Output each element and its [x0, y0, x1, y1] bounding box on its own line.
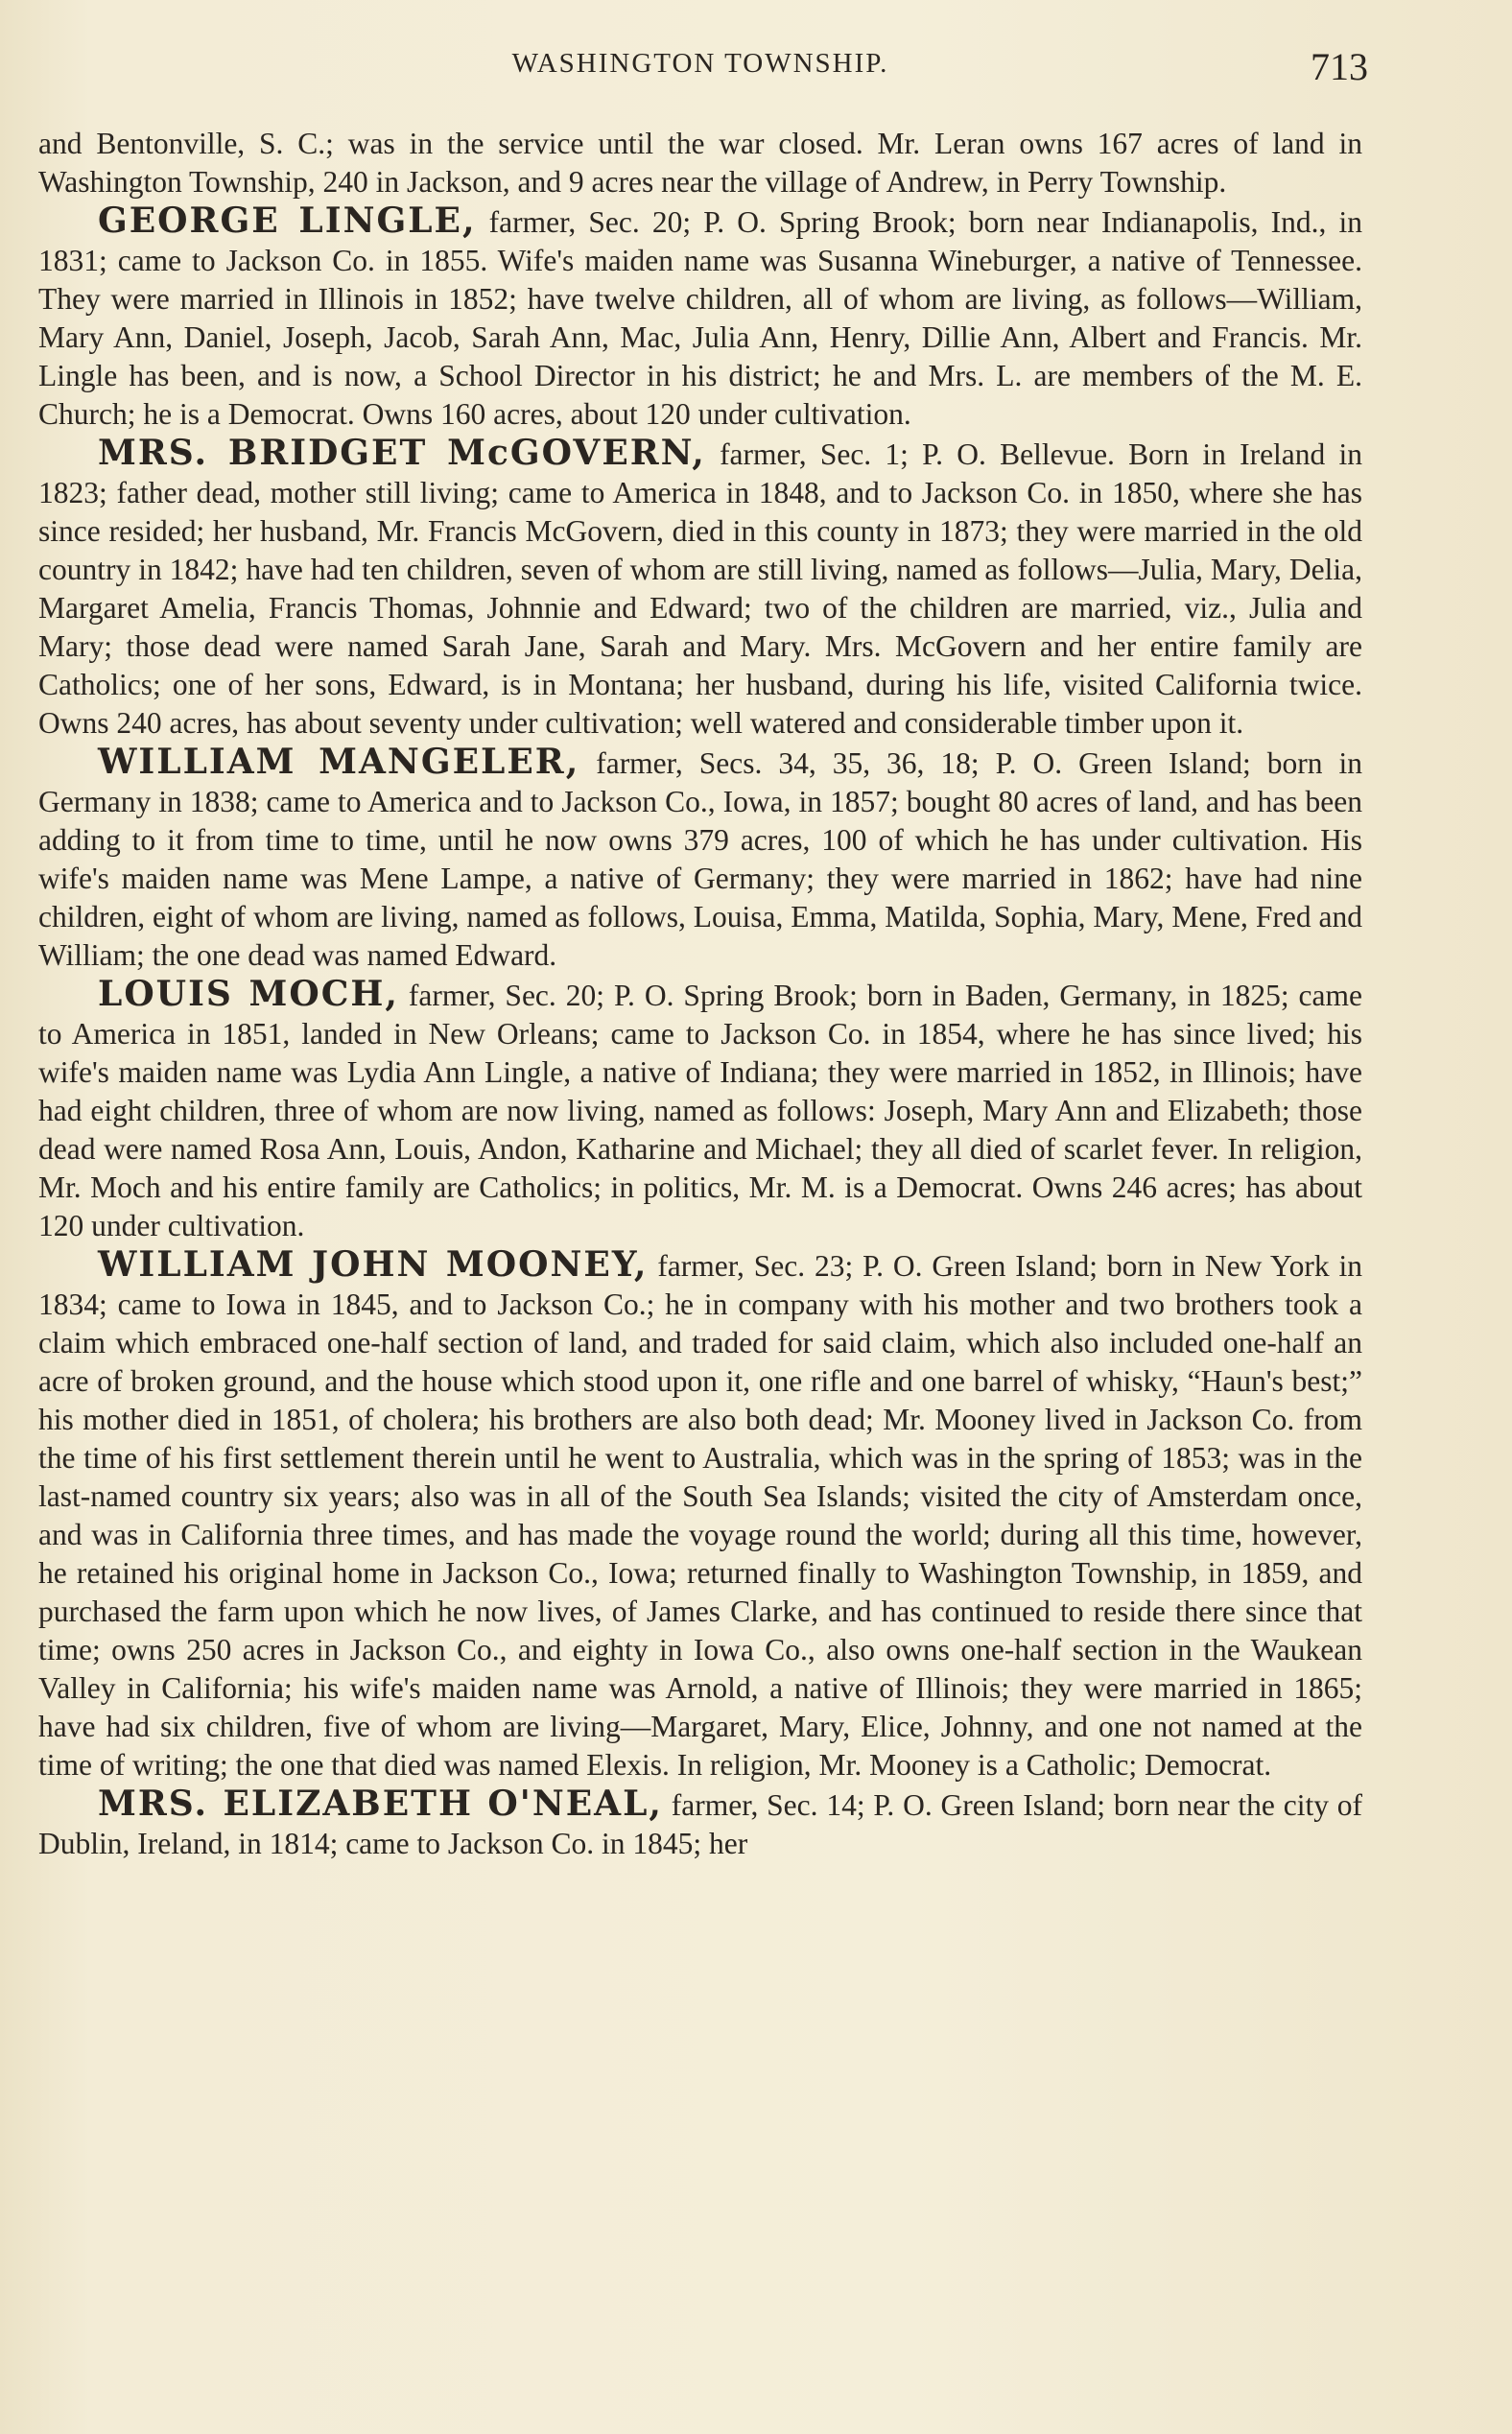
- biography-entry-lingle: [38, 201, 1362, 434]
- body-text: [38, 125, 1362, 1863]
- page-header: [38, 45, 1368, 90]
- biography-entry-mcgovern: [38, 434, 1362, 743]
- biography-entry-mooney: [38, 1245, 1362, 1784]
- running-title: WASHINGTON TOWNSHIP.: [511, 48, 889, 79]
- entry-text: farmer, Secs. 34, 35, 36, 18; P. O. Green Island; born in Germany in 1838; came to America and to Jackson Co., Iowa, in 1857; bought 80 acres of land, and has been adding to it from time to time, until he now owns 379 acres, 100 of which he has under cultivation. His wife's maiden name was Mene Lampe, a native of Germany; they were married in 1862; have had nine children, eight of whom are living, named as follows, Louisa, Emma, Matilda, Sophia, Mary, Mene, Fred and William; the one dead was named Edward.: [38, 746, 1362, 972]
- biography-entry-oneal: [38, 1784, 1362, 1863]
- entry-name: GEORGE LINGLE,: [98, 201, 477, 241]
- entry-name: WILLIAM JOHN MOONEY,: [98, 1244, 649, 1285]
- biography-entry-moch: [38, 975, 1362, 1245]
- biography-entry-mangeler: [38, 743, 1362, 975]
- entry-name: LOUIS MOCH,: [98, 974, 399, 1014]
- entry-text: farmer, Sec. 23; P. O. Green Island; born in New York in 1834; came to Iowa in 1845, and to Jackson Co.; he in company with his mother and two brothers took a claim which embraced one-half section of land, and traded for said claim, which also included one-half an acre of broken ground, and the house which stood upon it, one rifle and one barrel of whisky, “Haun's best;” his mother died in 1851, of cholera; his brothers are also both dead; Mr. Mooney lived in Jackson Co. from the time of his first settlement therein until he went to Australia, which was in the spring of 1853; was in the last-named country six years; also was in all of the South Sea Islands; visited the city of Amsterdam once, and was in California three times, and has made the voyage round the world; during all this time, however, he retained his original home in Jackson Co., Iowa; returned finally to Washington Township, in 1859, and purchased the farm upon which he now lives, of James Clarke, and has continued to reside there since that time; owns 250 acres in Jackson Co., and eighty in Iowa Co., also owns one-half section in the Waukean Valley in California; his wife's maiden name was Arnold, a native of Illinois; they were married in 1865; have had six children, five of whom are living—Margaret, Mary, Elice, Johnny, and one not named at the time of writing; the one that died was named Elexis. In religion, Mr. Mooney is a Catholic; Democrat.: [38, 1249, 1362, 1782]
- page-number: 713: [1311, 45, 1368, 88]
- entry-text: farmer, Sec. 20; P. O. Spring Brook; born in Baden, Germany, in 1825; came to America in 1851, landed in New Orleans; came to Jackson Co. in 1854, where he has since lived; his wife's maiden name was Lydia Ann Lingle, a native of Indiana; they were married in 1852, in Illinois; have had eight children, three of whom are now living, named as follows: Joseph, Mary Ann and Elizabeth; those dead were named Rosa Ann, Louis, Andon, Katharine and Michael; they all died of scarlet fever. In religion, Mr. Moch and his entire family are Catholics; in politics, Mr. M. is a Democrat. Owns 246 acres; has about 120 under cultivation.: [38, 979, 1362, 1242]
- continuation-paragraph: and Bentonville, S. C.; was in the service until the war closed. Mr. Leran owns 167 acres of land in Washington Township, 240 in Jackson, and 9 acres near the village of Andrew, in Perry Township.: [38, 127, 1362, 199]
- entry-name: WILLIAM MANGELER,: [98, 742, 580, 782]
- entry-name: MRS. BRIDGET McGOVERN,: [98, 433, 706, 473]
- entry-text: farmer, Sec. 1; P. O. Bellevue. Born in Ireland in 1823; father dead, mother still living; came to America in 1848, and to Jackson Co. in 1850, where she has since resided; her husband, Mr. Francis McGovern, died in this county in 1873; they were married in the old country in 1842; have had ten children, seven of whom are still living, named as follows—Julia, Mary, Delia, Margaret Amelia, Francis Thomas, Johnnie and Edward; two of the children are married, viz., Julia and Mary; those dead were named Sarah Jane, Sarah and Mary. Mrs. McGovern and her entire family are Catholics; one of her sons, Edward, is in Montana; her husband, during his life, visited California twice. Owns 240 acres, has about seventy under cultivation; well watered and considerable timber upon it.: [38, 437, 1363, 740]
- entry-text: farmer, Sec. 14; P. O. Green Island; born near the city of Dublin, Ireland, in 1814; came to Jackson Co. in 1845; her: [38, 1788, 1363, 1860]
- entry-text: farmer, Sec. 20; P. O. Spring Brook; born near Indianapolis, Ind., in 1831; came to Jackson Co. in 1855. Wife's maiden name was Susanna Wineburger, a native of Tennessee. They were married in Illinois in 1852; have twelve children, all of whom are living, as follows—William, Mary Ann, Daniel, Joseph, Jacob, Sarah Ann, Mac, Julia Ann, Henry, Dillie Ann, Albert and Francis. Mr. Lingle has been, and is now, a School Director in his district; he and Mrs. L. are members of the M. E. Church; he is a Democrat. Owns 160 acres, about 120 under cultivation.: [38, 205, 1363, 431]
- entry-name: MRS. ELIZABETH O'NEAL,: [98, 1784, 663, 1824]
